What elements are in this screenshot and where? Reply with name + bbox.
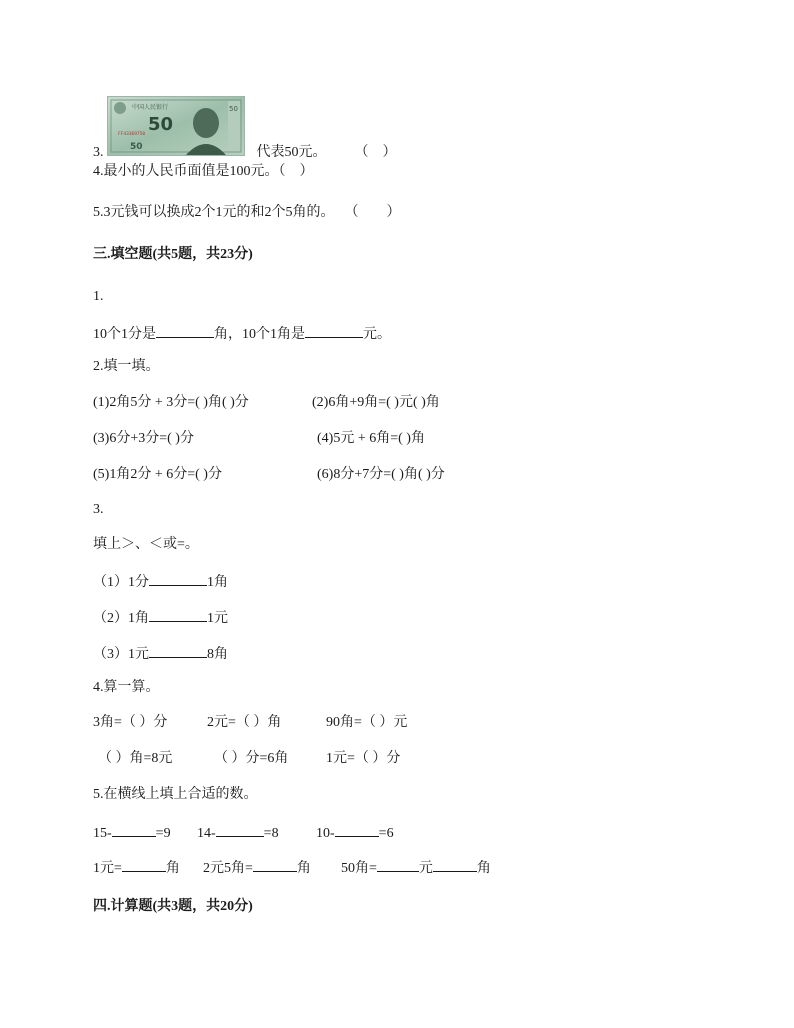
fill2-item-2: (2)6角+9角=( )元( )角 [312, 395, 440, 410]
fill5-row1-a: 15- =9 [93, 822, 171, 843]
bank-name-text: 中国人民银行 [132, 104, 169, 111]
judge-q4 [93, 163, 314, 181]
judge-q3 [93, 144, 397, 162]
fill5-blank-6[interactable] [377, 857, 419, 872]
fill5-blank-4[interactable] [122, 857, 166, 872]
fill3-item-3: （3）1元 8角 [93, 643, 228, 664]
denomination-small: 50 [130, 142, 143, 152]
fill5-blank-3[interactable] [335, 822, 379, 837]
fill5-row1-b: 14- =8 [197, 822, 279, 843]
fill3-blank-2[interactable] [149, 607, 207, 622]
fill5-title: 5.在横线上填上合适的数。 [93, 787, 258, 802]
fill4-row1-a: 3角=（ ）分 [93, 715, 168, 730]
fill2-item-6: (6)8分+7分=( )角( )分 [317, 467, 445, 482]
q3-answer-paren[interactable]: （ ） [354, 145, 397, 160]
fill2-item-3: (3)6分+3分=( )分 [93, 431, 194, 446]
serial-number: FF43369750 [118, 132, 146, 137]
fill3-blank-1[interactable] [149, 571, 207, 586]
fill2-item-5: (5)1角2分 + 6分=( )分 [93, 467, 222, 482]
q3-number: 3. [93, 145, 104, 160]
fill5-blank-7[interactable] [433, 857, 477, 872]
fill1-part-b: 角，10个1角是 [214, 327, 305, 342]
fill4-row1-b: 2元=（ ）角 [207, 715, 282, 730]
fill5-blank-2[interactable] [216, 822, 264, 837]
fill3-blank-3[interactable] [149, 643, 207, 658]
fill4-title: 4.算一算。 [93, 680, 160, 695]
fill3-title: 填上＞、＜或=。 [93, 537, 199, 552]
fill1-number: 1. [93, 289, 104, 304]
section3-title: 三.填空题(共5题，共23分) [93, 247, 253, 262]
fill5-blank-1[interactable] [112, 822, 156, 837]
portrait-head [193, 108, 219, 138]
fill4-row2-a: （ ）角=8元 [98, 751, 173, 766]
q5-answer-paren[interactable]: （ ） [344, 205, 401, 220]
fill4-row1-c: 90角=（ ）元 [326, 715, 408, 730]
q5-text: 5.3元钱可以换成2个1元的和2个5角的。 [93, 205, 335, 220]
fill3-item-2: （2）1角 1元 [93, 607, 228, 628]
fill4-row2-c: 1元=（ ）分 [326, 751, 401, 766]
fill4-row2-b: （ ）分=6角 [214, 751, 289, 766]
q3-text: 代表50元。 [256, 145, 327, 160]
fill1-part-a: 10个1分是 [93, 327, 156, 342]
fill2-title: 2.填一填。 [93, 359, 160, 374]
emblem-icon [114, 102, 126, 114]
denomination-large: 50 [148, 114, 174, 135]
fill5-blank-5[interactable] [253, 857, 297, 872]
corner-denomination: 50 [229, 105, 238, 113]
judge-q5 [93, 204, 401, 222]
fill1-blank-1[interactable] [156, 323, 214, 338]
fill1-blank-2[interactable] [305, 323, 363, 338]
section4-title: 四.计算题(共3题，共20分) [93, 899, 253, 914]
fill5-row2-a: 1元= 角 [93, 857, 180, 878]
q4-text: 4.最小的人民币面值是100元。（ ） [93, 164, 314, 179]
fill3-item-1: （1）1分 1角 [93, 571, 228, 592]
fill2-item-1: (1)2角5分 + 3分=( )角( )分 [93, 395, 249, 410]
fill2-item-4: (4)5元 + 6角=( )角 [317, 431, 425, 446]
fill1-question [93, 323, 391, 344]
fill3-number: 3. [93, 502, 104, 517]
fill5-row2-b: 2元5角= 角 [203, 857, 311, 878]
fill5-row2-c: 50角= 元 角 [341, 857, 491, 878]
fill5-row1-c: 10- =6 [316, 822, 394, 843]
fill1-part-c: 元。 [363, 327, 391, 342]
